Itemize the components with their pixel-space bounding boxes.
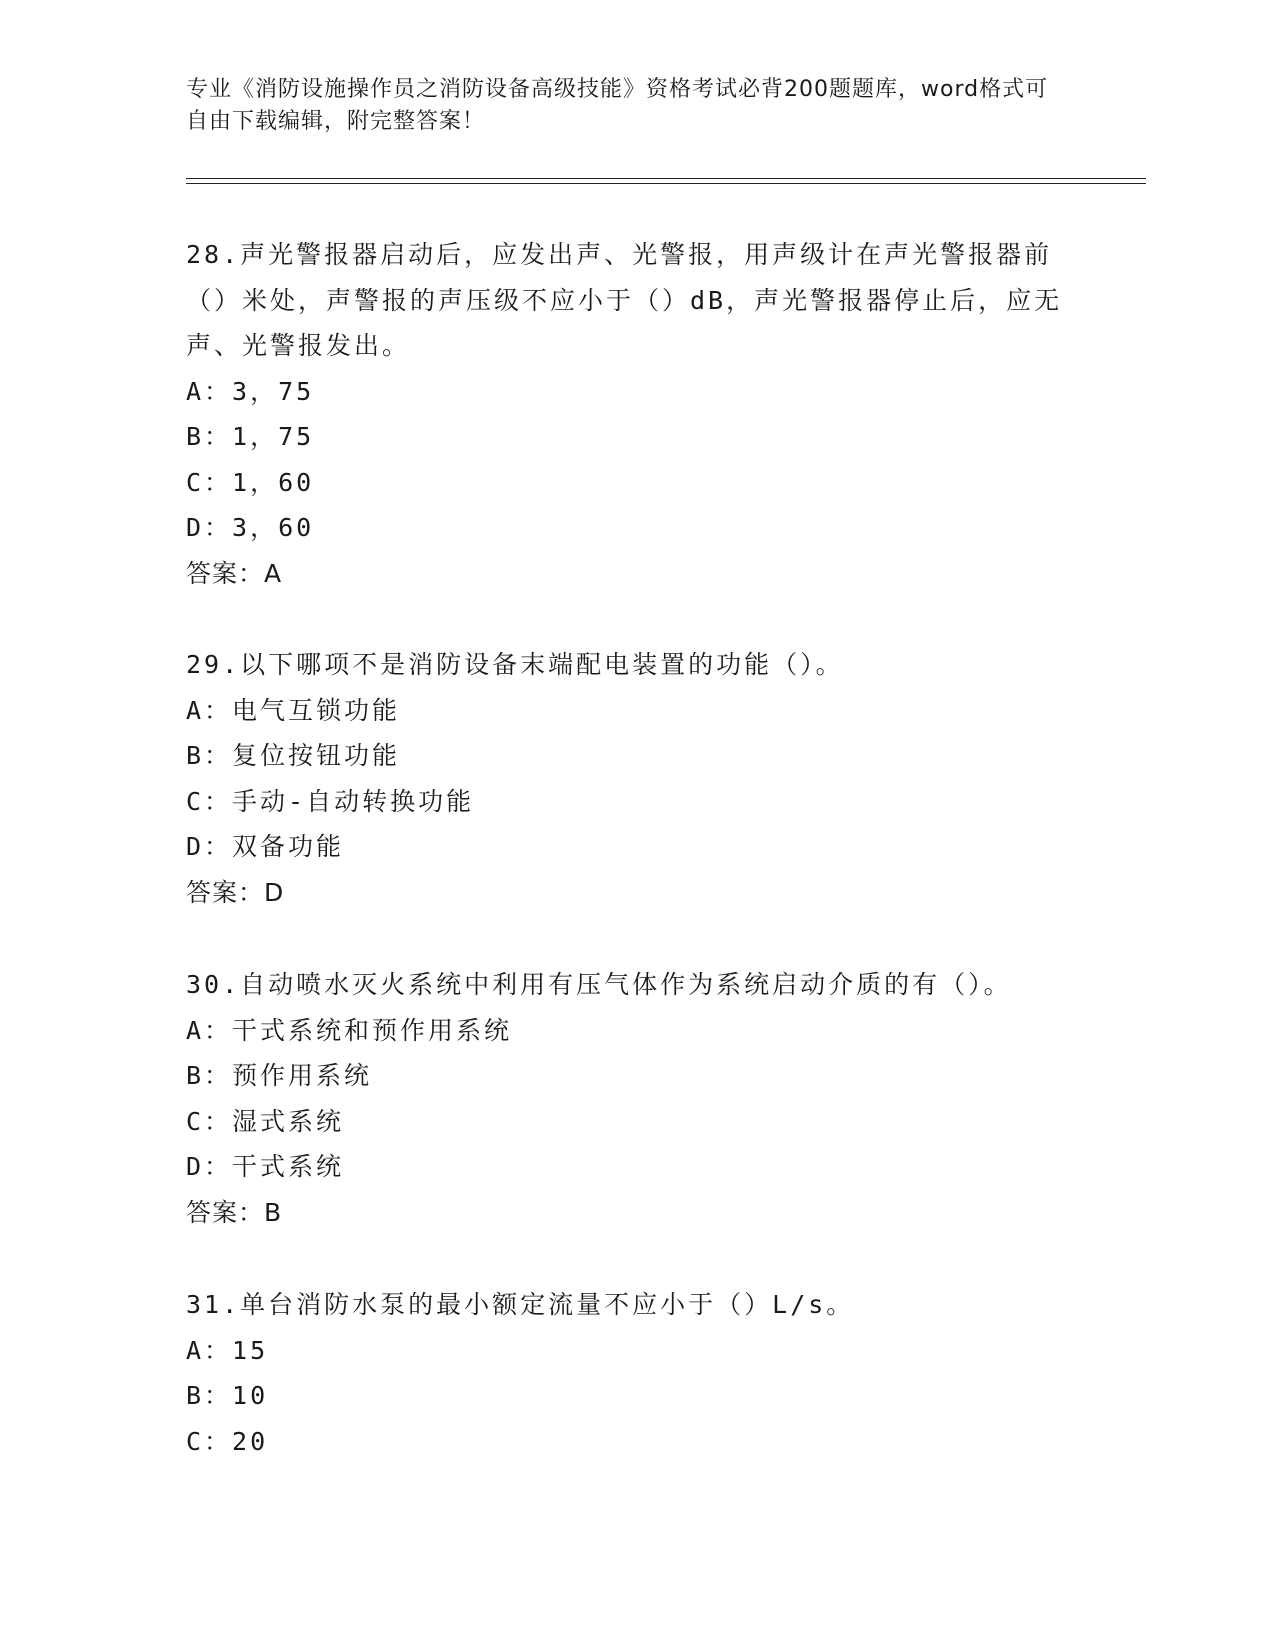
question-30 [186,962,1086,1235]
option-d: D：双备功能 [186,832,345,861]
question-stem: 30.自动喷水灭火系统中利用有压气体作为系统启动介质的有（）。 [186,970,1012,999]
header-divider-bottom [186,183,1146,184]
question-stem: 28.声光警报器启动后，应发出声、光警报，用声级计在声光警报器前（）米处，声警报的声压级不应小于（）dB，声光警报器停止后，应无声、光警报发出。 [186,240,1063,360]
answer: 答案：B [186,1197,283,1227]
answer: 答案：A [186,558,283,588]
option-d: D：3，60 [186,513,315,542]
header-divider-top [186,178,1146,179]
option-a: A：电气互锁功能 [186,695,401,725]
question-stem: 31.单台消防水泵的最小额定流量不应小于（）L/s。 [186,1290,855,1319]
option-b: B：预作用系统 [186,1061,373,1090]
option-c: C：湿式系统 [186,1106,345,1136]
option-b: B：1，75 [186,422,315,451]
option-c: C：1，60 [186,467,315,497]
option-c: C：手动-自动转换功能 [186,786,475,816]
option-c: C：20 [186,1426,269,1456]
question-29 [186,642,1086,915]
option-b: B：复位按钮功能 [186,741,401,770]
document-header: 专业《消防设施操作员之消防设备高级技能》资格考试必背200题题库，word格式可自由下载编辑，附完整答案！ [186,77,1049,134]
option-a: A：3，75 [186,376,315,406]
option-a: A：干式系统和预作用系统 [186,1015,513,1045]
option-a: A：15 [186,1335,269,1365]
question-28 [186,232,1086,596]
question-stem: 29.以下哪项不是消防设备末端配电装置的功能（）。 [186,650,844,679]
option-b: B：10 [186,1381,269,1410]
answer: 答案：D [186,877,285,907]
question-31 [186,1282,1086,1464]
option-d: D：干式系统 [186,1152,345,1181]
